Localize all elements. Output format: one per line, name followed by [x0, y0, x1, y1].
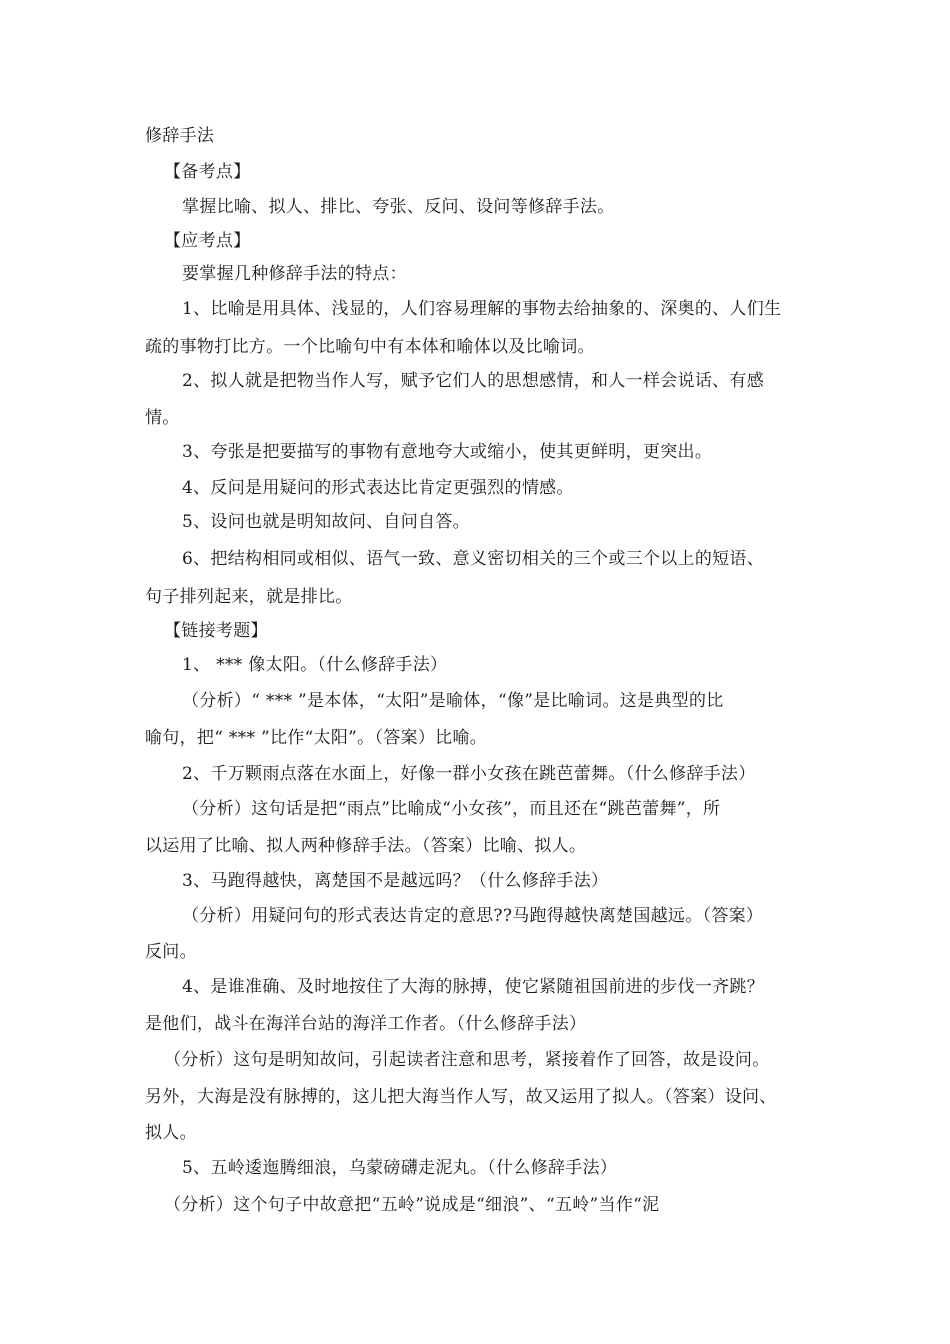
text-line: 拟人。 [145, 1123, 197, 1143]
text-line: （分析）这句话是把“雨点”比喻成“小女孩”，而且还在“跳芭蕾舞”，所 [182, 799, 721, 819]
text-line: 5、设问也就是明知故问、自问自答。 [182, 512, 470, 532]
text-line: （分析）这个句子中故意把“五岭”说成是“细浪”、“五岭”当作“泥 [164, 1195, 660, 1215]
section-heading-linked-questions: 【链接考题】 [164, 621, 268, 641]
text-line: 喻句，把“ *** ”比作“太阳”。（答案）比喻。 [145, 728, 488, 748]
text-line: 6、把结构相同或相似、语气一致、意义密切相关的三个或三个以上的短语、 [182, 549, 765, 569]
text-line: 情。 [145, 408, 180, 428]
text-line: （分析）“ *** ”是本体，“太阳”是喻体，“像”是比喻词。这是典型的比 [182, 691, 724, 711]
text-line: 是他们，战斗在海洋台站的海洋工作者。（什么修辞手法） [145, 1014, 587, 1034]
text-line: 疏的事物打比方。一个比喻句中有本体和喻体以及比喻词。 [145, 337, 595, 357]
text-line: 2、拟人就是把物当作人写，赋予它们人的思想感情，和人一样会说话、有感 [182, 371, 765, 391]
section-heading-prep-points: 【备考点】 [164, 162, 251, 182]
text-line: 3、马跑得越快，离楚国不是越远吗？（什么修辞手法） [182, 871, 609, 891]
text-line: 以运用了比喻、拟人两种修辞手法。（答案）比喻、拟人。 [145, 836, 587, 856]
text-line: 5、五岭逶迤腾细浪，乌蒙磅礴走泥丸。（什么修辞手法） [182, 1158, 618, 1178]
text-line: 3、夸张是把要描写的事物有意地夸大或缩小，使其更鲜明，更突出。 [182, 442, 713, 462]
text-line: （分析）这句是明知故问，引起读者注意和思考，紧接着作了回答，故是设问。 [164, 1050, 770, 1070]
text-line: 掌握比喻、拟人、排比、夸张、反问、设问等修辞手法。 [182, 197, 615, 217]
text-line: （分析）用疑问句的形式表达肯定的意思??马跑得越快离楚国越远。（答案） [182, 906, 764, 926]
text-line: 2、千万颗雨点落在水面上，好像一群小女孩在跳芭蕾舞。（什么修辞手法） [182, 764, 756, 784]
text-line: 句子排列起来，就是排比。 [145, 587, 353, 607]
text-line: 要掌握几种修辞手法的特点： [182, 264, 407, 284]
text-line: 4、是谁准确、及时地按住了大海的脉搏，使它紧随祖国前进的步伐一齐跳？ [182, 977, 765, 997]
text-line: 4、反问是用疑问的形式表达比肯定更强烈的情感。 [182, 478, 574, 498]
document-title: 修辞手法 [145, 126, 215, 146]
text-line: 1、比喻是用具体、浅显的，人们容易理解的事物去给抽象的、深奥的、人们生 [182, 299, 782, 319]
section-heading-exam-points: 【应考点】 [164, 231, 251, 251]
text-line: 1、 *** 像太阳。（什么修辞手法） [182, 655, 448, 675]
text-line: 反问。 [145, 942, 197, 962]
text-line: 另外，大海是没有脉搏的，这儿把大海当作人写，故又运用了拟人。（答案）设问、 [145, 1087, 777, 1107]
